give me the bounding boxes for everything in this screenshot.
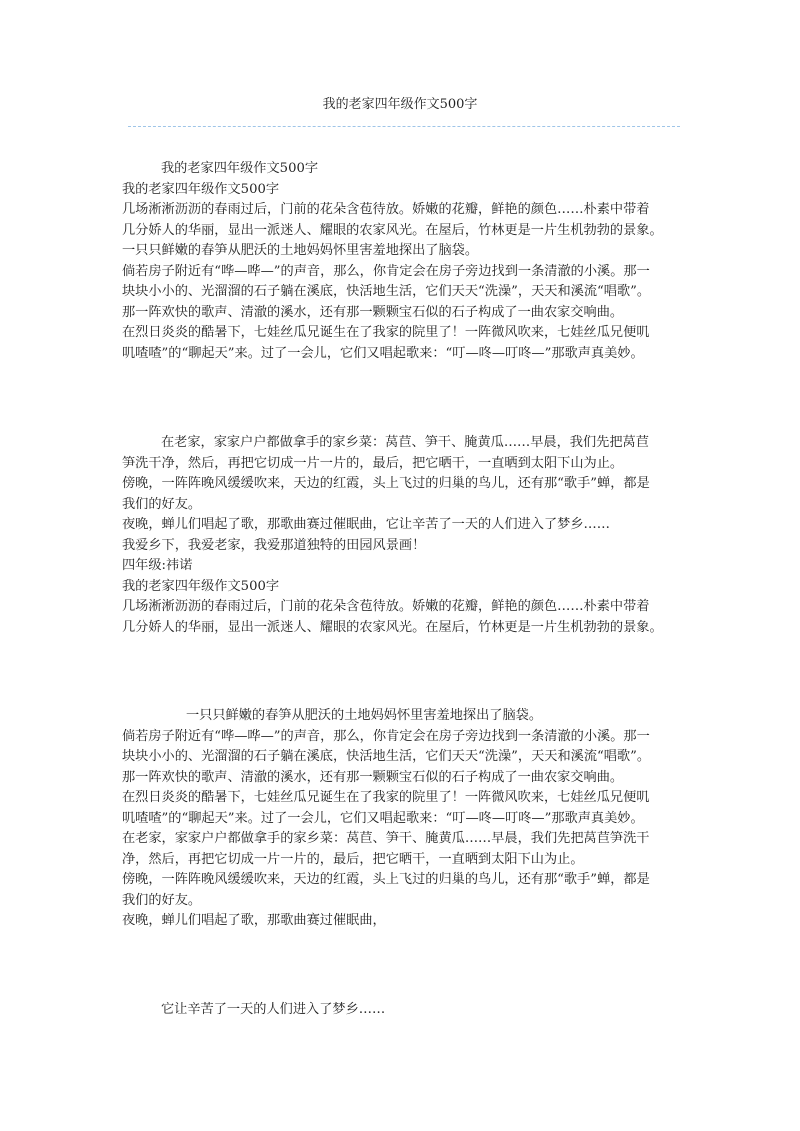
text-block-1 xyxy=(122,159,692,364)
text-line: 倘若房子附近有“哗—哗—”的声音，那么，你肯定会在房子旁边找到一条清澈的小溪。那一 xyxy=(122,728,650,744)
page-header-title: 我的老家四年级作文500字 xyxy=(322,97,478,112)
text-line: 它让辛苦了一天的人们进入了梦乡…… xyxy=(161,1002,386,1017)
header-divider xyxy=(128,126,680,127)
text-line: 那一阵欢快的歌声、清澈的溪水，还有那一颗颗宝石似的石子构成了一曲农家交响曲。 xyxy=(122,304,624,320)
text-line: 傍晚，一阵阵晚风缓缓吹来，天边的红霞，头上飞过的归巢的鸟儿，还有那“歌手”蝉，都是 xyxy=(122,872,650,887)
text-line: 叽喳喳”的“聊起天”来。过了一会儿，它们又唱起歌来：“叮—咚—叮咚—”那歌声真美妙。 xyxy=(122,810,644,826)
text-line: 夜晚，蝉儿们唱起了歌，那歌曲赛过催眠曲，它让辛苦了一天的人们进入了梦乡…… xyxy=(122,517,610,532)
text-line: 块块小小的、光溜溜的石子躺在溪底，快活地生活，它们天天“洗澡”，天天和溪流“唱歌”。 xyxy=(122,284,651,299)
text-block-3 xyxy=(122,706,692,932)
text-line: 傍晚，一阵阵晚风缓缓吹来，天边的红霞，头上飞过的归巢的鸟儿，还有那“歌手”蝉，都是 xyxy=(122,476,650,491)
text-block-4 xyxy=(122,1000,692,1021)
text-line: 几分娇人的华丽，显出一派迷人、耀眼的农家风光。在屋后，竹林更是一片生机勃勃的景象。 xyxy=(122,222,663,238)
text-line: 净，然后，再把它切成一片一片的，最后，把它晒干，一直晒到太阳下山为止。 xyxy=(122,851,584,867)
text-line: 在烈日炎炎的酷暑下，七娃丝瓜兄诞生在了我家的院里了！一阵微风吹来，七娃丝瓜兄便叽 xyxy=(122,325,650,340)
text-line: 我爱乡下，我爱老家，我爱那道独特的田园风景画！ xyxy=(122,537,426,553)
text-line: 一只只鲜嫩的春笋从肥沃的土地妈妈怀里害羞地探出了脑袋。 xyxy=(122,243,479,258)
text-line: 笋洗干净，然后，再把它切成一片一片的，最后，把它晒干，一直晒到太阳下山为止。 xyxy=(122,455,624,471)
text-line: 几场淅淅沥沥的春雨过后，门前的花朵含苞待放。娇嫩的花瓣，鲜艳的颜色……朴素中带着 xyxy=(122,202,650,217)
text-line: 我的老家四年级作文500字 xyxy=(122,181,280,197)
text-line: 我们的好友。 xyxy=(122,496,202,512)
text-line: 我的老家四年级作文500字 xyxy=(161,161,319,176)
text-line: 夜晚，蝉儿们唱起了歌，那歌曲赛过催眠曲， xyxy=(122,913,386,928)
text-line: 倘若房子附近有“哗—哗—”的声音，那么，你肯定会在房子旁边找到一条清澈的小溪。那一 xyxy=(122,263,650,279)
text-line: 几场淅淅沥沥的春雨过后，门前的花朵含苞待放。娇嫩的花瓣，鲜艳的颜色……朴素中带着 xyxy=(122,599,650,614)
text-line: 我的老家四年级作文500字 xyxy=(122,578,280,594)
text-line: 四年级:祎诺 xyxy=(122,558,193,573)
text-line: 块块小小的、光溜溜的石子躺在溪底，快活地生活，它们天天“洗澡”，天天和溪流“唱歌”。 xyxy=(122,749,651,764)
text-block-2 xyxy=(122,433,692,638)
text-line: 一只只鲜嫩的春笋从肥沃的土地妈妈怀里害羞地探出了脑袋。 xyxy=(186,708,543,723)
text-line: 在老家，家家户户都做拿手的家乡菜：莴苣、笋干、腌黄瓜……早晨，我们先把莴苣笋洗干 xyxy=(122,831,650,846)
text-line: 在老家，家家户户都做拿手的家乡菜：莴苣、笋干、腌黄瓜……早晨，我们先把莴苣 xyxy=(161,435,649,450)
text-line: 在烈日炎炎的酷暑下，七娃丝瓜兄诞生在了我家的院里了！一阵微风吹来，七娃丝瓜兄便叽 xyxy=(122,790,650,805)
text-line: 那一阵欢快的歌声、清澈的溪水，还有那一颗颗宝石似的石子构成了一曲农家交响曲。 xyxy=(122,769,624,785)
text-line: 几分娇人的华丽，显出一派迷人、耀眼的农家风光。在屋后，竹林更是一片生机勃勃的景象。 xyxy=(122,619,663,635)
text-line: 叽喳喳”的“聊起天”来。过了一会儿，它们又唱起歌来：“叮—咚—叮咚—”那歌声真美妙。 xyxy=(122,345,644,361)
text-line: 我们的好友。 xyxy=(122,892,202,908)
